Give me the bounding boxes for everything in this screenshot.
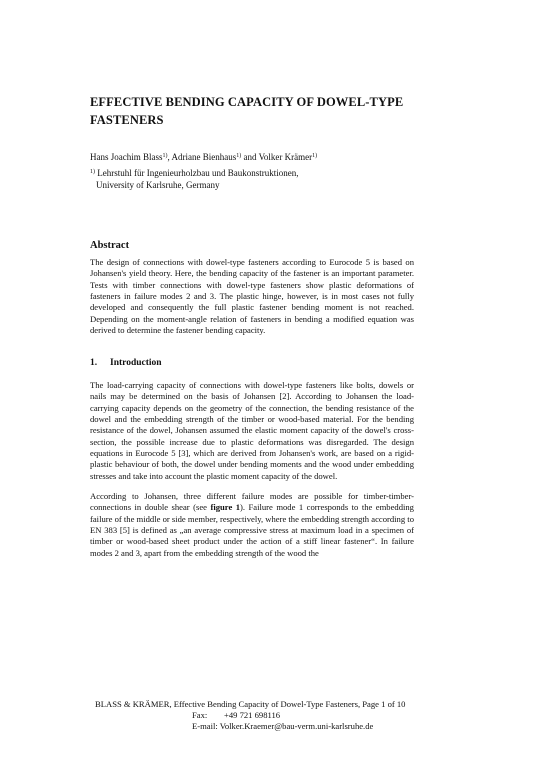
affiliation-line-1: $^{1)}$ Lehrstuhl für Ingenieurholzbau und Baukonstruktionen, [90, 168, 299, 178]
figure-reference: figure 1 [210, 502, 241, 513]
page-footer [0, 699, 543, 733]
author-name: Adriane Bienhaus [171, 152, 237, 162]
abstract-heading: Abstract [90, 240, 130, 251]
footer-running-title: BLASS & KRÄMER, Effective Bending Capacity of Dowel-Type Fasteners, Page 1 of 10 [95, 699, 406, 709]
body-paragraph: According to Johansen, three different failure modes are possible for timber-timber-connections in double shear (see figure 1). Failure mode 1 corresponds to the embedding failure of the middle or side member, respectively, where the embedding strength according to EN 383 [5] is defined as „an average compressive stress at maximum load in a specimen of timber or wood-based sheet product under the action of a stiff linear fastener“. In failure modes 2 and 3, apart from the embedding strength of the wood the [90, 491, 414, 558]
affiliation-mark: 1) [312, 153, 318, 159]
section-title: Introduction [110, 358, 162, 368]
author-list [90, 150, 420, 163]
affiliation [90, 166, 420, 191]
body-paragraph: The load-carrying capacity of connections with dowel-type fasteners like bolts, dowels or nails may be determined on the basis of Johansen [2]. According to Johansen the load-carrying capacity depends on the geometry of the connection, the bending resistance of the dowel and the embedding strength of the timber or wood-based material. For the bending resistance of the dowel, Johansen assumed the elastic moment capacity of the dowel's cross-section, the possible increase due to plastic deformations was disregarded. The design equations in Eurocode 5 [3], which are derived from Johansen's work, are based on a rigid-plastic behaviour of both, the dowel under bending moments and the wood under embedding stresses and take into account the plastic moment capacity of the dowel. [90, 380, 414, 481]
section-heading-introduction [90, 357, 162, 369]
footer-email: E-mail: Volker.Kraemer@bau-verm.uni-karlsruhe.de [192, 721, 374, 732]
author-name: Volker Krämer [258, 152, 313, 162]
author-separator: and [241, 152, 259, 162]
section-number: 1. [90, 358, 98, 368]
affiliation-line-2: University of Karlsruhe, Germany [96, 180, 220, 190]
affiliation-mark: 1) [90, 169, 95, 175]
footer-fax: Fax: +49 721 698116 [192, 710, 281, 721]
abstract-text: The design of connections with dowel-type fasteners according to Eurocode 5 is based on Johansen's yield theory. Here, the bending capacity of the fastener is an important parameter. Tests with timber connections with dowel-type fasteners show plastic deformations of fasteners in failure modes 2 and 3. The plastic hinge, however, is in most cases not fully developed and consequently the full plastic fastener bending moment is not reached. Depending on the moment-angle relation of fasteners in bending a modified equation was derived to determine the fastener bending capacity. [90, 257, 414, 336]
paper-title: EFFECTIVE BENDING CAPACITY OF DOWEL-TYPE FASTENERS [90, 95, 404, 127]
affiliation-mark: 1) [236, 153, 242, 159]
author-name: Hans Joachim Blass [90, 152, 163, 162]
author-separator: , [167, 152, 172, 162]
affiliation-mark: 1) [162, 153, 168, 159]
